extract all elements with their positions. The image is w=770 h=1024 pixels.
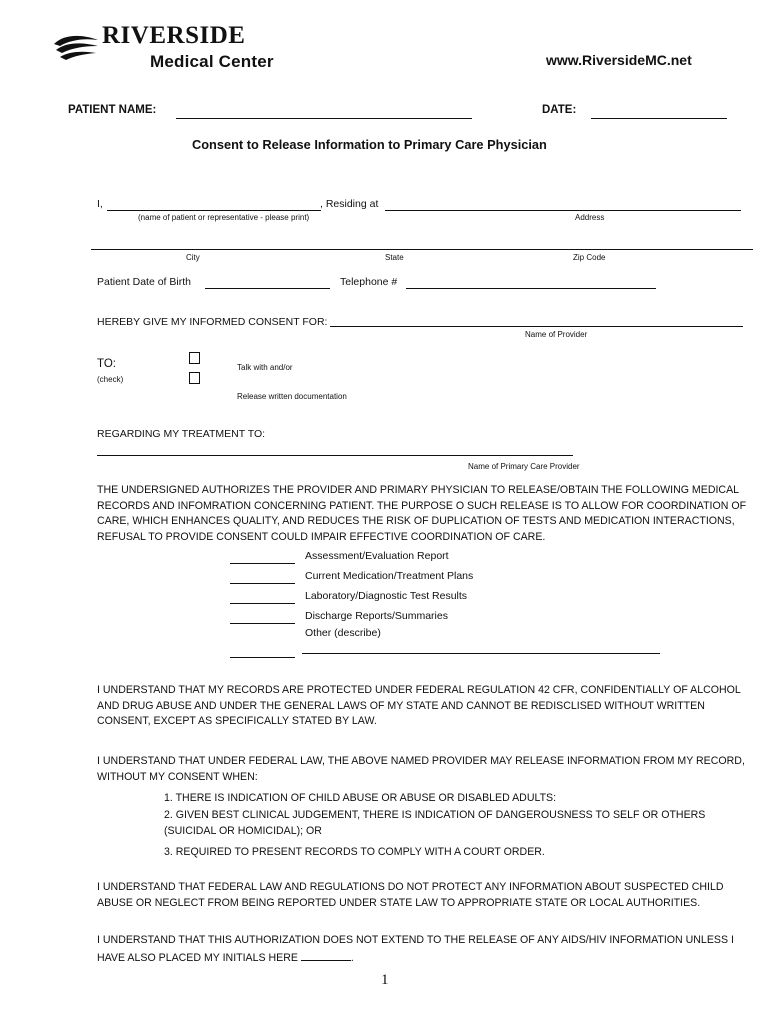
date-label: DATE: — [542, 104, 577, 116]
record-type-label: Laboratory/Diagnostic Test Results — [305, 590, 468, 602]
address-caption: Address — [575, 213, 605, 222]
pcp-name-field[interactable] — [97, 455, 573, 456]
abuse-paragraph: I UNDERSTAND THAT FEDERAL LAW AND REGULATIONS DO NOT PROTECT ANY INFORMATION ABOUT SUSPECTED CHILD ABUSE OR NEGLECT FROM BEING REPORTED UNDER STATE LAW TO APPROPRIATE STATE OR LOCAL AUTHORITIES. — [97, 881, 724, 909]
record-type-label: Current Medication/Treatment Plans — [305, 570, 474, 582]
city-state-zip-field[interactable] — [91, 249, 753, 250]
record-type-label: Other (describe) — [305, 627, 381, 639]
address-field[interactable] — [385, 210, 741, 211]
patient-name-field[interactable] — [176, 118, 472, 119]
talk-with-option: Talk with and/or — [237, 363, 293, 372]
logo-subtitle: Medical Center — [150, 52, 274, 71]
talk-with-checkbox[interactable] — [189, 352, 200, 364]
record-type-blank[interactable] — [230, 583, 295, 584]
release-documentation-option: Release written documentation — [237, 392, 347, 401]
record-type-blank[interactable] — [230, 603, 295, 604]
provider-name-field[interactable] — [330, 326, 743, 327]
provider-caption: Name of Provider — [525, 330, 588, 339]
dob-field[interactable] — [205, 288, 330, 289]
logo-name: RIVERSIDE — [102, 22, 246, 49]
regarding-label: REGARDING MY TREATMENT TO: — [97, 428, 266, 440]
state-caption: State — [385, 253, 404, 262]
release-documentation-checkbox[interactable] — [189, 372, 200, 384]
date-field[interactable] — [591, 118, 727, 119]
name-caption: (name of patient or representative - please print) — [138, 213, 310, 222]
to-label: TO: — [97, 358, 116, 370]
record-type-blank[interactable] — [230, 657, 295, 658]
exceptions-list — [164, 790, 705, 860]
other-describe-field[interactable] — [302, 653, 660, 654]
page-title: Consent to Release Information to Primary Care Physician — [192, 137, 547, 152]
dob-label: Patient Date of Birth — [97, 276, 191, 288]
telephone-field[interactable] — [406, 288, 656, 289]
zip-caption: Zip Code — [573, 253, 606, 262]
i-label: I, — [97, 198, 103, 210]
list-item: 3. REQUIRED TO PRESENT RECORDS TO COMPLY WITH A COURT ORDER. — [164, 845, 545, 858]
telephone-label: Telephone # — [340, 276, 398, 288]
authorization-paragraph: THE UNDERSIGNED AUTHORIZES THE PROVIDER AND PRIMARY PHYSICIAN TO RELEASE/OBTAIN THE FOLLOWING MEDICAL RECORDS AND INFOMRATION CONCERNING PATIENT. THE PURPOSE O SUCH RELEASE IS TO ALLOW FOR COORDINATION OF CARE, WHICH ENHANCES QUALITY, AND REDUCES THE RISK OF DUPLICATION OF TESTS AND MEDICATION INTERACTIONS, REFUSAL TO PROVIDE CONSENT COULD IMPAIR EFFECTIVE COORDINATION OF CARE. — [97, 484, 747, 543]
record-type-label: Discharge Reports/Summaries — [305, 610, 448, 622]
residing-label: , Residing at — [320, 198, 379, 210]
list-item: 1. THERE IS INDICATION OF CHILD ABUSE OR ABUSE OR DISABLED ADULTS: — [164, 792, 557, 804]
city-caption: City — [186, 253, 200, 262]
website-link[interactable]: www.RiversideMC.net — [546, 52, 692, 68]
list-item: 2. GIVEN BEST CLINICAL JUDGEMENT, THERE IS INDICATION OF DANGEROUSNESS TO SELF OR OTHERS — [164, 808, 706, 821]
record-type-blank[interactable] — [230, 623, 295, 624]
federal-law-paragraph: I UNDERSTAND THAT UNDER FEDERAL LAW, THE ABOVE NAMED PROVIDER MAY RELEASE INFORMATION FROM MY RECORD, WITHOUT MY CONSENT WHEN: — [97, 755, 745, 783]
swoosh-logo-icon — [52, 32, 100, 62]
page-number: 1 — [381, 972, 389, 988]
list-item: (SUICIDAL OR HOMICIDAL); OR — [164, 825, 322, 838]
check-label: (check) — [97, 375, 124, 384]
pcp-caption: Name of Primary Care Provider — [468, 462, 580, 471]
patient-print-name-field[interactable] — [107, 210, 321, 211]
consent-label: HEREBY GIVE MY INFORMED CONSENT FOR: — [97, 316, 328, 328]
aids-paragraph: I UNDERSTAND THAT THIS AUTHORIZATION DOES NOT EXTEND TO THE RELEASE OF ANY AIDS/HIV INFORMATION UNLESS I HAVE ALSO PLACED MY INITIALS HERE . — [97, 934, 734, 964]
record-type-label: Assessment/Evaluation Report — [305, 550, 449, 562]
initials-field[interactable] — [301, 949, 351, 961]
patient-name-label: PATIENT NAME: — [68, 104, 157, 116]
federal-regulation-paragraph: I UNDERSTAND THAT MY RECORDS ARE PROTECTED UNDER FEDERAL REGULATION 42 CFR, CONFIDENTIALLY OF ALCOHOL AND DRUG ABUSE AND UNDER THE GENERAL LAWS OF MY STATE AND CANNOT BE REDISCLISED WITHOUT WRITTEN CONSENT, EXCEPT AS SPECIFICALLY STATED BY LAW. — [97, 684, 741, 727]
logo — [52, 24, 312, 76]
record-type-blank[interactable] — [230, 563, 295, 564]
